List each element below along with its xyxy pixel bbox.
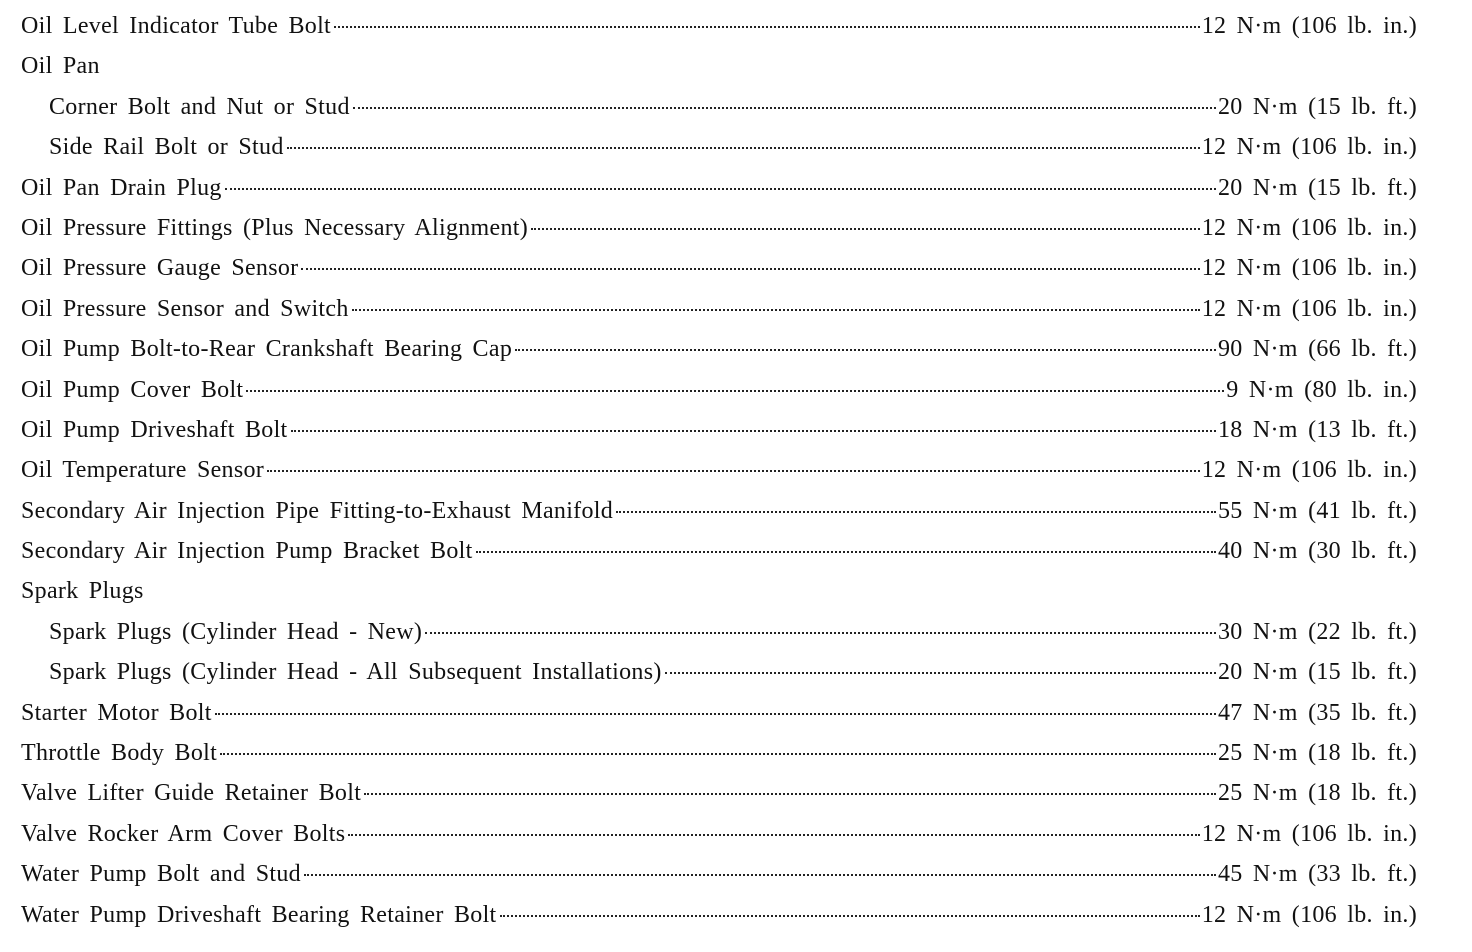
dot-leader [352, 309, 1200, 311]
torque-value: 12 N·m (106 lb. in.) [1201, 214, 1417, 241]
dot-leader [515, 349, 1216, 351]
torque-value: 20 N·m (15 lb. ft.) [1217, 174, 1417, 201]
torque-spec-list [21, 6, 1417, 935]
spec-item-name: Oil Pressure Gauge Sensor [21, 255, 299, 282]
spec-row [21, 733, 1417, 773]
spec-item-name: Starter Motor Bolt [21, 699, 212, 726]
spec-row [21, 410, 1417, 450]
dot-leader [348, 834, 1199, 836]
torque-value: 55 N·m (41 lb. ft.) [1217, 497, 1417, 524]
spec-row [21, 168, 1417, 208]
torque-value: 12 N·m (106 lb. in.) [1201, 255, 1417, 282]
spec-row [21, 450, 1417, 490]
spec-group-heading [21, 46, 1417, 86]
spec-item-name: Oil Pump Driveshaft Bolt [21, 416, 288, 443]
spec-item-name: Oil Temperature Sensor [21, 457, 265, 484]
spec-item-name: Secondary Air Injection Pipe Fitting-to-Exhaust Manifold [21, 497, 614, 524]
dot-leader [500, 915, 1200, 917]
spec-item-name: Oil Pressure Sensor and Switch [21, 295, 349, 322]
torque-value: 47 N·m (35 lb. ft.) [1217, 699, 1417, 726]
dot-leader [425, 632, 1216, 634]
spec-item-name: Corner Bolt and Nut or Stud [49, 93, 350, 120]
spec-item-name: Oil Level Indicator Tube Bolt [21, 13, 332, 39]
spec-item-name: Oil Pressure Fittings (Plus Necessary Alignment) [21, 214, 529, 241]
spec-item-name: Side Rail Bolt or Stud [49, 134, 284, 161]
spec-subitem-row [21, 612, 1417, 652]
spec-item-name: Valve Lifter Guide Retainer Bolt [21, 780, 362, 807]
torque-value: 12 N·m (106 lb. in.) [1201, 457, 1417, 484]
spec-item-name: Oil Pan Drain Plug [21, 174, 222, 201]
spec-subitem-row [21, 127, 1417, 167]
spec-group-heading [21, 571, 1417, 611]
torque-value: 12 N·m (106 lb. in.) [1201, 820, 1417, 847]
dot-leader [616, 511, 1216, 513]
torque-value: 12 N·m (106 lb. in.) [1201, 901, 1417, 928]
torque-value: 12 N·m (106 lb. in.) [1201, 13, 1417, 39]
spec-row [21, 289, 1417, 329]
spec-row [21, 854, 1417, 894]
torque-value: 20 N·m (15 lb. ft.) [1217, 659, 1417, 686]
spec-row [21, 248, 1417, 288]
spec-row [21, 6, 1417, 46]
dot-leader [364, 793, 1216, 795]
dot-leader [353, 107, 1216, 109]
torque-value: 30 N·m (22 lb. ft.) [1217, 618, 1417, 645]
dot-leader [476, 551, 1216, 553]
dot-leader [665, 672, 1216, 674]
spec-row [21, 329, 1417, 369]
torque-value: 12 N·m (106 lb. in.) [1201, 295, 1417, 322]
spec-group-name: Oil Pan [21, 53, 100, 80]
spec-subitem-row [21, 652, 1417, 692]
dot-leader [334, 26, 1200, 28]
torque-value: 45 N·m (33 lb. ft.) [1217, 861, 1417, 888]
torque-value: 90 N·m (66 lb. ft.) [1217, 336, 1417, 363]
torque-value: 18 N·m (13 lb. ft.) [1217, 416, 1417, 443]
spec-item-name: Oil Pump Bolt-to-Rear Crankshaft Bearing Cap [21, 336, 513, 363]
dot-leader [304, 874, 1216, 876]
spec-row [21, 370, 1417, 410]
spec-item-name: Water Pump Driveshaft Bearing Retainer Bolt [21, 901, 497, 928]
spec-row [21, 531, 1417, 571]
dot-leader [225, 188, 1216, 190]
spec-row [21, 773, 1417, 813]
spec-item-name: Oil Pump Cover Bolt [21, 376, 244, 403]
spec-item-name: Water Pump Bolt and Stud [21, 861, 301, 888]
spec-subitem-row [21, 87, 1417, 127]
dot-leader [301, 268, 1199, 270]
spec-row [21, 491, 1417, 531]
torque-value: 12 N·m (106 lb. in.) [1201, 134, 1417, 161]
torque-value: 20 N·m (15 lb. ft.) [1217, 93, 1417, 120]
dot-leader [287, 147, 1200, 149]
dot-leader [267, 470, 1200, 472]
spec-row [21, 895, 1417, 935]
spec-row [21, 208, 1417, 248]
spec-item-name: Throttle Body Bolt [21, 740, 218, 767]
spec-item-name: Spark Plugs (Cylinder Head - New) [49, 618, 423, 645]
dot-leader [215, 713, 1216, 715]
spec-item-name: Secondary Air Injection Pump Bracket Bolt [21, 538, 473, 565]
dot-leader [531, 228, 1200, 230]
spec-row [21, 814, 1417, 854]
torque-value: 40 N·m (30 lb. ft.) [1217, 538, 1417, 565]
torque-value: 25 N·m (18 lb. ft.) [1217, 780, 1417, 807]
spec-group-name: Spark Plugs [21, 578, 144, 605]
torque-value: 9 N·m (80 lb. in.) [1226, 376, 1417, 403]
torque-value: 25 N·m (18 lb. ft.) [1217, 740, 1417, 767]
dot-leader [246, 390, 1224, 392]
spec-item-name: Valve Rocker Arm Cover Bolts [21, 820, 346, 847]
dot-leader [220, 753, 1216, 755]
spec-item-name: Spark Plugs (Cylinder Head - All Subsequent Installations) [49, 659, 662, 686]
dot-leader [291, 430, 1216, 432]
spec-row [21, 693, 1417, 733]
